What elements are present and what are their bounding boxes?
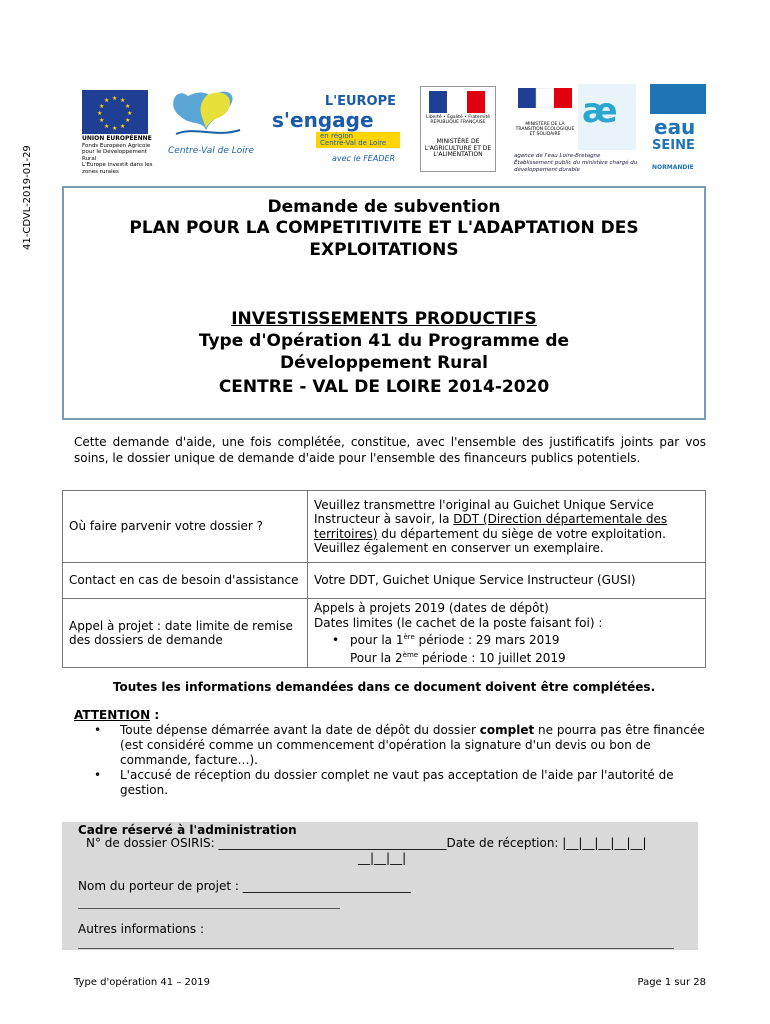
svg-text:★: ★ [104,97,110,104]
svg-text:æ: æ [582,91,618,131]
table-row [63,563,706,599]
eu-flag-logo [82,90,148,134]
table-label: Appel à projet : date limite de remise des dossiers de demande [63,599,308,668]
europe-sengage-logo: L'EUROPE s'engage en région Centre-Val de Loire avec le FEADER [272,94,400,166]
svg-text:★: ★ [97,110,103,117]
porteur-field: Nom du porteur de projet : ____________________________ [78,879,411,893]
svg-text:★: ★ [112,125,118,132]
page-number: Page 1 sur 28 [637,977,706,988]
intro-paragraph: Cette demande d'aide, une fois complétée, constitue, avec l'ensemble des justificatifs joints par vos soins, le dossier unique de demande d'aide pour l'ensemble des financeurs publics potentiels. [74,435,706,465]
info-table [62,490,706,668]
subtitle-line: Type d'Opération 41 du Programme de [198,331,570,351]
svg-text:★: ★ [125,103,131,110]
svg-text:★: ★ [125,117,131,124]
table-value: Veuillez transmettre l'original au Guichet Unique Service Instructeur à savoir, la DDT (Direction départementale des territoires) du département du siège de votre exploitation. Veuillez également en conserver un exemplaire. [308,491,706,563]
svg-text:★: ★ [127,110,133,117]
table-row [63,599,706,668]
attention-heading: ATTENTION [74,708,151,722]
osiris-field: N° de dossier OSIRIS: ______________________________________Date de réception: |__|__|__|__|__| [86,836,647,850]
title-line: PLAN POUR LA COMPETITIVITE ET L'ADAPTATION DES [129,218,639,238]
svg-text:★: ★ [104,123,110,130]
agence-eau-caption: agence de l'eau Loire-Bretagne Établissement public du ministère chargé du développement durable [514,153,638,173]
table-label: Où faire parvenir votre dossier ? [63,491,308,563]
admin-box [62,822,698,950]
table-value: Appels à projets 2019 (dates de dépôt) Dates limites (le cachet de la poste faisant foi) : • pour la 1ère période : 29 mars 2019 Pour la 2ème période : 10 juillet 2019 [308,599,706,668]
svg-text:★: ★ [112,95,118,102]
title-line: Demande de subvention [267,197,501,217]
agence-eau-loire-bretagne-logo [578,84,636,150]
subtitle-line: CENTRE - VAL DE LOIRE 2014-2020 [218,377,550,397]
blank-line [78,908,340,909]
subtitle-line: Développement Rural [280,353,488,373]
svg-text:★: ★ [120,97,126,104]
subtitle-line: INVESTISSEMENTS PRODUCTIFS [231,309,537,329]
admin-heading: Cadre réservé à l'administration [78,823,297,837]
title-box [62,186,706,420]
ministere-agriculture-logo: Liberté • Égalité • Fraternité RÉPUBLIQUE FRANÇAISE MINISTÈRE DE L'AGRICULTURE ET DE L'ALIMENTATION [420,86,496,172]
svg-text:★: ★ [99,103,105,110]
ministere-transition-logo: MINISTÈRE DE LA TRANSITION ÉCOLOGIQUE ET SOLIDAIRE [514,86,576,170]
all-info-notice: Toutes les informations demandées dans ce document doivent être complétées. [112,680,656,694]
centre-val-de-loire-label: Centre-Val de Loire [168,146,255,156]
title-line: EXPLOITATIONS [309,240,459,260]
eu-logo-text: UNION EUROPÉENNE Fonds Européen Agricole pour le Développement Rural L'Europe investit dans les zones rurales [82,135,153,175]
date-reception-field-continued: __|__|__| [358,851,407,865]
attention-section: ATTENTION : • Toute dépense démarrée avant la date de dépôt du dossier complet ne pourra pas être financée (est considéré comme un commencement d'opération la signature d'un devis ou bon de commande, facture…). • L'accusé de réception du dossier complet ne vaut pas acceptation de l'aide par l'autorité de gestion. [74,708,706,798]
table-value: Votre DDT, Guichet Unique Service Instructeur (GUSI) [308,563,706,599]
table-label: Contact en cas de besoin d'assistance [63,563,308,599]
autres-informations-label: Autres informations : [78,922,205,936]
attention-item: • L'accusé de réception du dossier complet ne vaut pas acceptation de l'aide par l'autorité de gestion. [74,768,706,798]
eau-seine-normandie-logo: eau SEINE NORMANDIE [650,84,706,174]
svg-text:★: ★ [120,123,126,130]
document-code: 41-CDVL-2019-01-29 [22,145,33,250]
footer-left: Type d'opération 41 – 2019 [74,977,210,988]
blank-line [78,948,674,949]
table-row [63,491,706,563]
svg-text:★: ★ [99,117,105,124]
attention-item: • Toute dépense démarrée avant la date de dépôt du dossier complet ne pourra pas être financée (est considéré comme un commencement d'opération la signature d'un devis ou bon de commande, facture…). [74,723,706,768]
